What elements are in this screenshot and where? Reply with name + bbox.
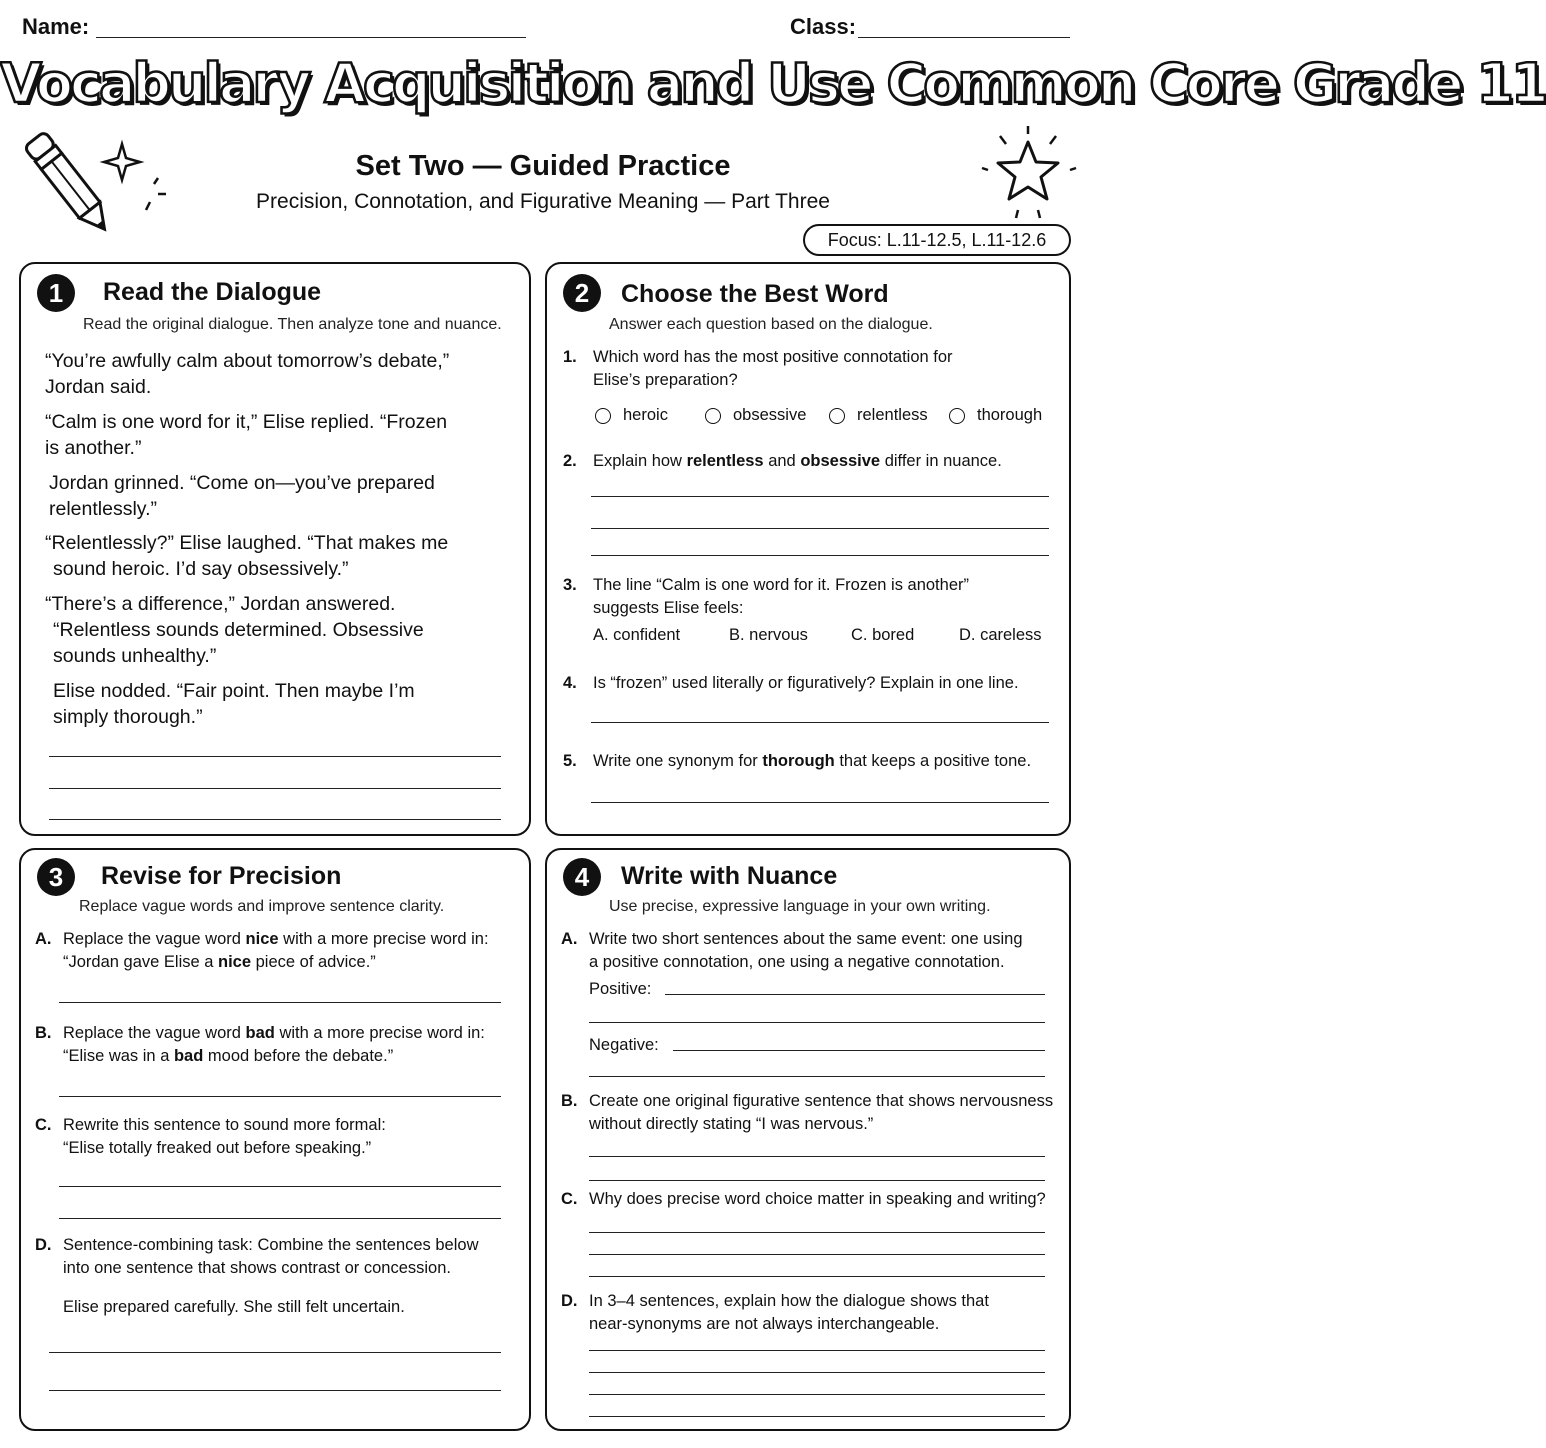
answer-line[interactable] bbox=[589, 1416, 1045, 1417]
panel-choose-best-word bbox=[545, 262, 1071, 836]
panel-title: Read the Dialogue bbox=[103, 278, 322, 306]
answer-line[interactable] bbox=[49, 1352, 501, 1353]
dialogue-line: “There’s a difference,” Jordan answered. “Relentless sounds determined. Obsessive sounds unhealthy.” bbox=[45, 593, 424, 667]
question-number: 1. bbox=[563, 348, 577, 366]
panel-instructions: Use precise, expressive language in your own writing. bbox=[609, 898, 991, 915]
answer-line[interactable] bbox=[59, 1218, 501, 1219]
item-label: B. bbox=[561, 1092, 578, 1110]
answer-line[interactable] bbox=[49, 756, 501, 757]
option-obsessive[interactable]: obsessive bbox=[705, 406, 806, 425]
item-d-text: Sentence-combining task: Combine the sentences below into one sentence that shows contrast or concession. bbox=[63, 1236, 479, 1277]
dialogue-line: “Relentlessly?” Elise laughed. “That makes me sound heroic. I’d say obsessively.” bbox=[45, 532, 449, 580]
set-title: Set Two — Guided Practice bbox=[355, 150, 731, 182]
question-4-text: Is “frozen” used literally or figuratively? Explain in one line. bbox=[593, 674, 1019, 692]
question-number: 3. bbox=[563, 576, 577, 594]
class-label: Class: bbox=[790, 14, 857, 39]
panel-title: Choose the Best Word bbox=[621, 280, 889, 308]
answer-line[interactable] bbox=[49, 1390, 501, 1391]
item-label: A. bbox=[35, 930, 52, 948]
negative-answer-line[interactable] bbox=[673, 1050, 1045, 1051]
panel-instructions: Answer each question based on the dialogue. bbox=[609, 316, 933, 333]
answer-line[interactable] bbox=[589, 1372, 1045, 1373]
question-3-text: The line “Calm is one word for it. Frozen is another” suggests Elise feels: bbox=[593, 576, 969, 617]
item-d-text: In 3–4 sentences, explain how the dialogue shows that near-synonyms are not always interchangeable. bbox=[589, 1292, 989, 1333]
item-label: D. bbox=[35, 1236, 52, 1254]
question-2-text: Explain how relentless and obsessive differ in nuance. bbox=[593, 452, 1002, 470]
option-d[interactable]: D. careless bbox=[959, 626, 1042, 644]
answer-line[interactable] bbox=[591, 802, 1049, 803]
answer-line[interactable] bbox=[591, 555, 1049, 556]
panel-title: Revise for Precision bbox=[101, 862, 342, 890]
focus-standards-badge: Focus: L.11-12.5, L.11-12.6 bbox=[803, 224, 1071, 256]
option-c[interactable]: C. bored bbox=[851, 626, 915, 644]
answer-line[interactable] bbox=[589, 1156, 1045, 1157]
question-number: 4. bbox=[563, 674, 577, 692]
option-b[interactable]: B. nervous bbox=[729, 626, 808, 644]
item-label: C. bbox=[35, 1116, 52, 1134]
radio-button[interactable] bbox=[595, 408, 611, 424]
answer-line[interactable] bbox=[589, 1076, 1045, 1077]
panel-instructions: Replace vague words and improve sentence clarity. bbox=[79, 898, 445, 915]
panel-number-badge: 3 bbox=[37, 858, 75, 896]
item-c-text: Why does precise word choice matter in speaking and writing? bbox=[589, 1190, 1046, 1208]
radio-button[interactable] bbox=[829, 408, 845, 424]
dialogue-line: Jordan grinned. “Come on—you’ve prepared relentlessly.” bbox=[49, 472, 435, 520]
answer-line[interactable] bbox=[591, 528, 1049, 529]
negative-label: Negative: bbox=[589, 1036, 659, 1054]
item-label: C. bbox=[561, 1190, 578, 1208]
name-label: Name: bbox=[22, 14, 90, 39]
panel-read-dialogue bbox=[19, 262, 531, 836]
question-5-text: Write one synonym for thorough that keeps a positive tone. bbox=[593, 752, 1032, 770]
panel-number-badge: 4 bbox=[563, 858, 601, 896]
answer-line[interactable] bbox=[49, 788, 501, 789]
panel-title: Write with Nuance bbox=[621, 862, 838, 890]
item-label: D. bbox=[561, 1292, 578, 1310]
question-number: 2. bbox=[563, 452, 577, 470]
radio-button[interactable] bbox=[705, 408, 721, 424]
answer-line[interactable] bbox=[59, 1096, 501, 1097]
option-heroic[interactable]: heroic bbox=[595, 406, 668, 425]
answer-line[interactable] bbox=[589, 1254, 1045, 1255]
item-b-text: Create one original figurative sentence that shows nervousness without directly stating “I was nervous.” bbox=[589, 1092, 1054, 1133]
positive-label: Positive: bbox=[589, 980, 652, 998]
answer-line[interactable] bbox=[59, 1186, 501, 1187]
name-field[interactable] bbox=[96, 37, 526, 38]
panel-instructions: Read the original dialogue. Then analyze tone and nuance. bbox=[83, 316, 502, 333]
answer-line[interactable] bbox=[591, 496, 1049, 497]
question-1-text: Which word has the most positive connotation for Elise’s preparation? bbox=[593, 348, 953, 389]
answer-line[interactable] bbox=[589, 1180, 1045, 1181]
subtitle: Precision, Connotation, and Figurative Meaning — Part Three bbox=[256, 190, 830, 213]
class-field[interactable] bbox=[858, 37, 1070, 38]
panel-number-badge: 2 bbox=[563, 274, 601, 312]
item-b-text: Replace the vague word bad with a more precise word in: “Elise was in a bad mood before the debate.” bbox=[63, 1024, 485, 1065]
answer-line[interactable] bbox=[589, 1276, 1045, 1277]
panel-number-badge: 1 bbox=[37, 274, 75, 312]
dialogue-line: “Calm is one word for it,” Elise replied. “Frozen is another.” bbox=[45, 411, 448, 459]
answer-line[interactable] bbox=[589, 1022, 1045, 1023]
answer-line[interactable] bbox=[591, 722, 1049, 723]
answer-line[interactable] bbox=[49, 819, 501, 820]
radio-button[interactable] bbox=[949, 408, 965, 424]
sentences-to-combine: Elise prepared carefully. She still felt uncertain. bbox=[63, 1298, 405, 1316]
panel-revise-precision bbox=[19, 848, 531, 1431]
option-thorough[interactable]: thorough bbox=[949, 406, 1042, 425]
option-a[interactable]: A. confident bbox=[593, 626, 681, 644]
item-a-text: Write two short sentences about the same event: one using a positive connotation, one using a negative connotation. bbox=[589, 930, 1023, 971]
item-c-text: Rewrite this sentence to sound more formal: “Elise totally freaked out before speaking.” bbox=[63, 1116, 386, 1157]
item-label: B. bbox=[35, 1024, 52, 1042]
item-a-text: Replace the vague word nice with a more precise word in: “Jordan gave Elise a nice piece of advice.” bbox=[63, 930, 489, 971]
answer-line[interactable] bbox=[59, 1002, 501, 1003]
panel-write-nuance bbox=[545, 848, 1071, 1431]
dialogue-line: “You’re awfully calm about tomorrow’s debate,” Jordan said. bbox=[45, 350, 450, 398]
dialogue-line: Elise nodded. “Fair point. Then maybe I’m simply thorough.” bbox=[53, 680, 415, 728]
item-label: A. bbox=[561, 930, 578, 948]
worksheet-title: Vocabulary Acquisition and Use Common Core Grade 11 bbox=[0, 52, 1546, 115]
question-number: 5. bbox=[563, 752, 577, 770]
answer-line[interactable] bbox=[589, 1394, 1045, 1395]
answer-line[interactable] bbox=[589, 1232, 1045, 1233]
option-relentless[interactable]: relentless bbox=[829, 406, 928, 425]
positive-answer-line[interactable] bbox=[665, 994, 1045, 995]
answer-line[interactable] bbox=[589, 1350, 1045, 1351]
